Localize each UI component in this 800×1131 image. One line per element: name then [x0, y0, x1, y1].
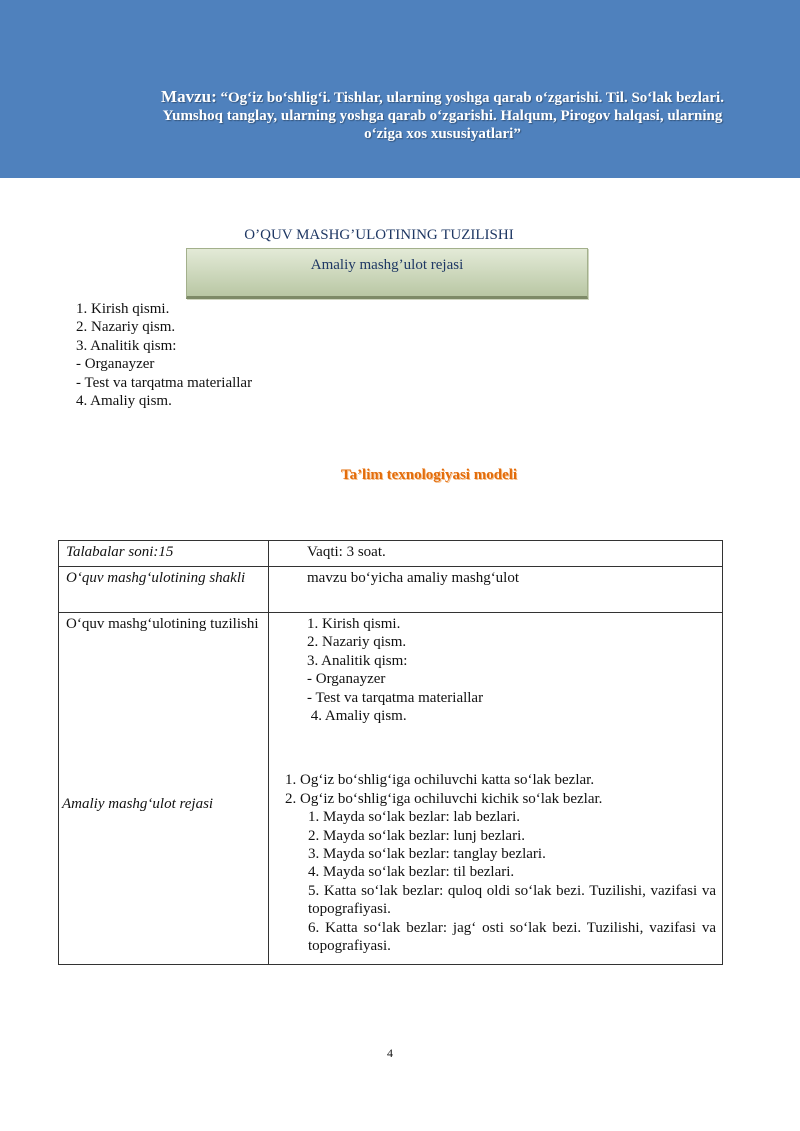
structure-title: O’QUV MASHG’ULOTINING TUZILISHI — [244, 227, 514, 243]
outline-item: - Organayzer — [76, 356, 155, 373]
topic-label: Mavzu: — [161, 87, 217, 106]
plan-subitem: 2. Mayda so‘lak bezlar: lunj bezlari. — [308, 827, 526, 844]
table-cell — [269, 541, 723, 567]
structure-outline — [76, 300, 252, 410]
topic-text: “Og‘iz bo‘shlig‘i. Tishlar, ularning yoshga qarab o‘zgarishi. Til. So‘lak bezlari. Yumshoq tanglay, ularning yoshga qarab o‘zgarishi. Halqum, Pirogov halqasi, ularning o‘ziga xos xususiyatlari” — [162, 90, 724, 142]
outline-item: - Test va tarqatma materiallar — [76, 374, 253, 391]
lesson-structure-list — [269, 613, 722, 956]
plan-subitem: 6. Katta so‘lak bezlar: jag‘ osti so‘lak bezi. Tuzilishi, vazifasi va topografiyasi. — [308, 919, 716, 955]
list-item: 3. Analitik qism: — [307, 652, 408, 669]
table-row — [59, 541, 723, 567]
plan-label: Amaliy mashg‘ulot rejasi — [62, 796, 214, 813]
topic-heading — [150, 88, 735, 143]
outline-item: 2. Nazariy qism. — [76, 319, 176, 336]
students-count: Talabalar soni:15 — [66, 544, 174, 560]
plan-item: 1. Og‘iz bo‘shlig‘iga ochiluvchi katta so‘lak bezlar. — [285, 772, 595, 789]
outline-item: 3. Analitik qism: — [76, 337, 177, 354]
plan-item: 2. Og‘iz bo‘shlig‘iga ochiluvchi kichik so‘lak bezlar. — [285, 790, 603, 807]
outline-item: 4. Amaliy qism. — [76, 393, 172, 410]
plan-box — [186, 248, 588, 299]
plan-subitem: 3. Mayda so‘lak bezlar: tanglay bezlari. — [308, 846, 546, 863]
lesson-form-label: O‘quv mashg‘ulotining shakli — [66, 570, 246, 586]
table-cell — [59, 567, 269, 613]
list-item: - Organayzer — [307, 671, 386, 688]
list-item: 1. Kirish qismi. — [307, 616, 401, 632]
plan-list — [285, 771, 716, 955]
plan-box-label: Amaliy mashg’ulot rejasi — [310, 257, 464, 273]
duration: Vaqti: 3 soat. — [307, 544, 386, 560]
plan-subitem: 1. Mayda so‘lak bezlar: lab bezlari. — [308, 809, 520, 826]
plan-subitem: 4. Mayda so‘lak bezlar: til bezlari. — [308, 864, 515, 881]
model-table — [58, 540, 723, 965]
plan-subitem: 5. Katta so‘lak bezlar: quloq oldi so‘lak bezi. Tuzilishi, vazifasi va topografiyasi. — [308, 882, 716, 918]
table-cell — [269, 613, 723, 965]
table-cell — [59, 613, 269, 965]
table-row — [59, 613, 723, 965]
table-cell — [59, 541, 269, 567]
lesson-structure-label: O‘quv mashg‘ulotining tuzilishi — [66, 616, 259, 632]
list-item: 4. Amaliy qism. — [307, 708, 407, 725]
lesson-form-value: mavzu bo‘yicha amaliy mashg‘ulot — [307, 570, 520, 586]
table-cell — [269, 567, 723, 613]
list-item: - Test va tarqatma materiallar — [307, 689, 484, 706]
list-item: 2. Nazariy qism. — [307, 634, 407, 651]
table-row — [59, 567, 723, 613]
model-title: Ta’lim texnologiyasi modeli — [340, 467, 518, 483]
outline-item: 1. Kirish qismi. — [76, 301, 170, 317]
page-number: 4 — [387, 1046, 393, 1060]
